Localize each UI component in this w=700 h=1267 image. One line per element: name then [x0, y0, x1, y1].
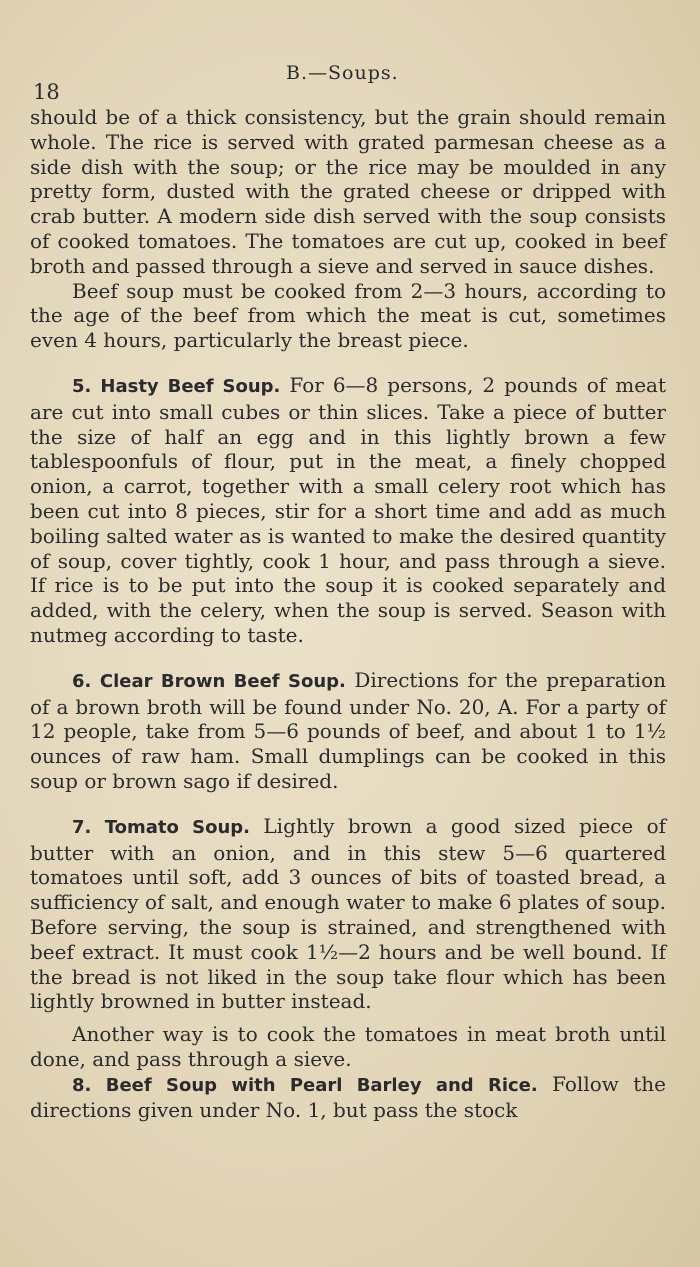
body-text [30, 105, 666, 1123]
recipe-6 [30, 668, 666, 794]
section-title: B.—Soups. [286, 62, 399, 84]
recipe-title: Beef Soup with Pearl Barley and Rice. [105, 1074, 538, 1096]
recipe-text: Directions for the preparation of a brown broth will be found under No. 20, A. For a party of 12 people, take from 5—6 pounds of beef, and about 1 to 1½ ounces of raw ham. Small dumplings can be cooked in this soup or brown sago if desired. [30, 667, 666, 793]
recipe-number: 6. [72, 670, 92, 692]
paragraph: Another way is to cook the tomatoes in meat broth until done, and pass through a sieve. [30, 1022, 666, 1071]
recipe-text: For 6—8 persons, 2 pounds of meat are cut into small cubes or thin slices. Take a piece of butter the size of half an egg and in this lightly brown a few tablespoonfuls of flour, put in the meat, a finely chopped onion, a carrot, together with a small celery root which has been cut into 8 pieces, stir for a short time and add as much boiling salted water as is wanted to make the desired quantity of soup, cover tightly, cook 1 hour, and pass through a sieve. If rice is to be put into the soup it is cooked separately and added, with the celery, when the soup is served. Season with nutmeg according to taste. [30, 372, 666, 647]
recipe-title: Tomato Soup. [104, 816, 251, 838]
recipe-text: Follow the directions given under No. 1, but pass the stock [30, 1071, 666, 1123]
recipe-title: Hasty Beef Soup. [100, 375, 281, 397]
page-number: 18 [33, 80, 60, 104]
recipe-number: 7. [72, 816, 92, 838]
recipe-number: 5. [72, 375, 92, 397]
recipe-text: Lightly brown a good sized piece of butter with an onion, and in this stew 5—6 quartered tomatoes until soft, add 3 ounces of bits of toasted bread, a sufficiency of salt, and enough water to make 6 plates of soup. Before serving, the soup is strained, and strengthened with beef extract. It must cook 1½—2 hours and be well bound. If the bread is not liked in the soup take flour which has been lightly browned in butter instead. [30, 813, 667, 1014]
recipe-7 [30, 814, 666, 1014]
recipe-title: Clear Brown Beef Soup. [99, 670, 346, 692]
paragraph: Beef soup must be cooked from 2—3 hours, according to the age of the beef from which the meat is cut, sometimes even 4 hours, particularly the breast piece. [30, 278, 666, 353]
recipe-8 [30, 1072, 666, 1124]
paragraph: should be of a thick consistency, but the grain should remain whole. The rice is served with grated parmesan cheese as a side dish with the soup; or the rice may be moulded in any pretty form, dusted with the grated cheese or dripped with crab butter. A modern side dish served with the soup consists of cooked tomatoes. The tomatoes are cut up, cooked in beef broth and passed through a sieve and served in sauce dishes. [30, 105, 666, 278]
recipe-number: 8. [72, 1074, 92, 1096]
running-head [0, 62, 700, 104]
recipe-5 [30, 373, 666, 648]
